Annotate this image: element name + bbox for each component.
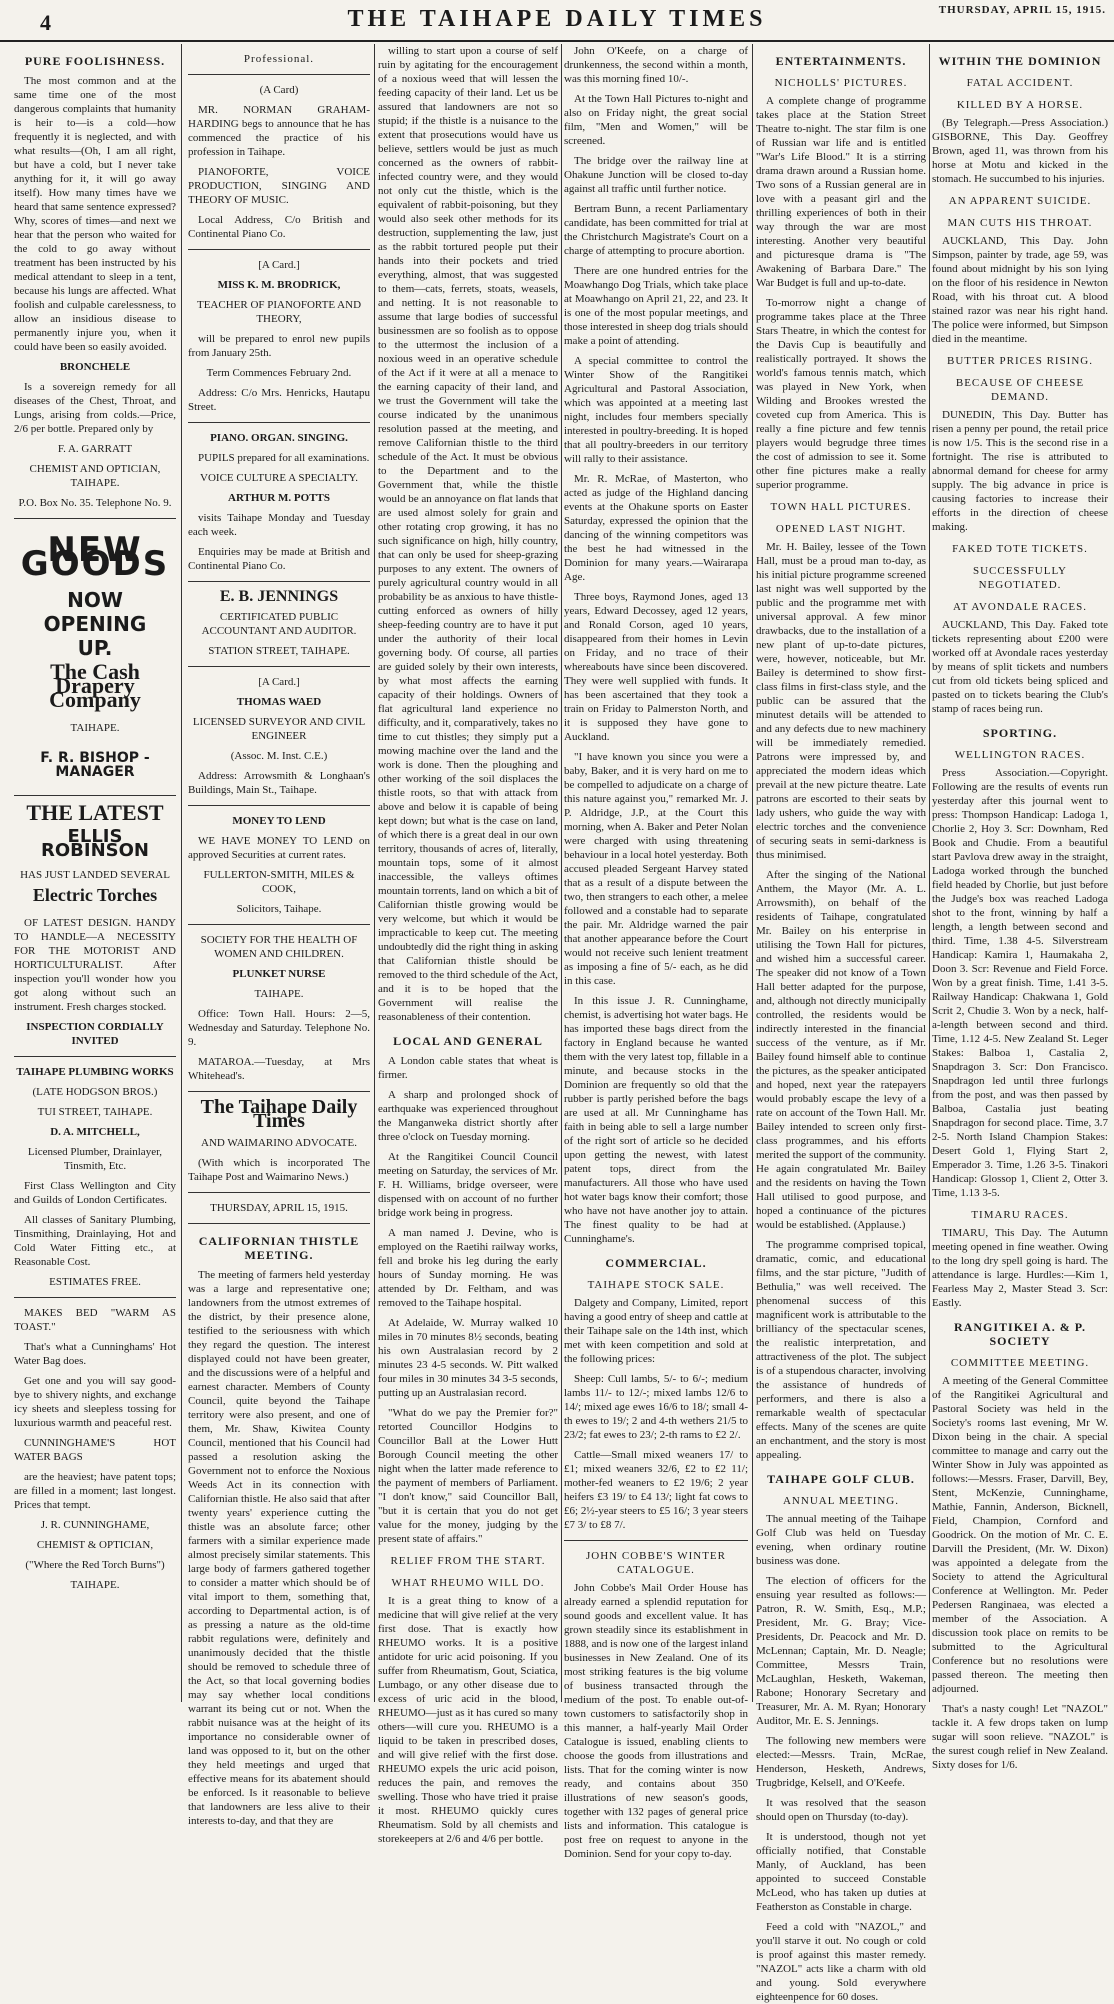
article-text: After the singing of the National Anthem, the Mayor (Mr. A. L. Arrowsmith), on behalf of the residents of Taihape, congratulated Mr. Bailey on his enterprise in utilising the Town Hall for pictures, and wished him a successful career. The speaker did not know of a Town Hall better adapted for the purpose, and, although not directly municipally controlled, the residents would be indirectly interested in the financial success of the venture, as if Mr. Bailey found himself able to continue the pictures, as the speaker anticipated and hoped, next year the ratepayers would probably escape the levy of a rate on account of the Town Hall. Mr. Bailey intended to screen only first-class programmes, and his efforts merited the support of the community. He again congratulated Mr. Bailey and the residents on having the Town Hall utilised to good purpose, and hoped a continuance of the pictures would be established. (Applause.) (756, 869, 926, 1231)
section-heading: Professional. (243, 53, 315, 65)
card-text: Office: Town Hall. Hours: 2—5, Wednesday and Saturday. Telephone No. 9. (188, 1008, 370, 1048)
headline: JOHN COBBE'S WINTER CATALOGUE. (586, 1550, 726, 1576)
news-item: John O'Keefe, on a charge of drunkenness, the second within a month, was this morning fined 10/-. (564, 45, 748, 85)
card-label: [A Card.] (258, 259, 300, 271)
news-item: A sharp and prolonged shock of earthquake was experienced throughout the Manganweka district shortly after three o'clock on Tuesday morning. (378, 1089, 558, 1143)
card-heading: PIANO. ORGAN. SINGING. (210, 432, 348, 444)
ad-text: INSPECTION CORDIALLY INVITED (26, 1021, 164, 1047)
divider (14, 795, 176, 796)
card-text: PUPILS prepared for all examinations. (198, 452, 370, 464)
article-text: AUCKLAND, This Day. John Simpson, painter by trade, age 59, was found about midnight by his son lying on the floor of his residence in Newton Road, with his throat cut. A blood stained razor was near his right hand. The police were informed, but Simpson died in the meantime. (932, 235, 1108, 345)
divider (14, 1056, 176, 1057)
article-text: A complete change of programme takes place at the Station Street Theatre to-night. The star film is one of Russian war life and is entitled "War's Life Blood." It is a stirring drama drawn around a Russian home. Two sons of a Russian general are in love with a peasant girl and the thrilling experiences of both in their way through the war are most interesting. Another very beautiful and picturesque drama is "The Awakening of Barbara Dare." The War Budget is full and up-to-date. (756, 95, 926, 289)
news-item: At the Rangitikei Council Council meeting on Saturday, the services of Mr. F. H. Williams, bridge overseer, were dispensed with on account of no further bridge work being in progress. (378, 1151, 558, 1219)
divider (188, 666, 370, 667)
column-1 (14, 44, 176, 1702)
news-item: At the Town Hall Pictures to-night and also on Friday night, the great social film, "Men and Women," will be screened. (564, 93, 748, 147)
subheadline: OPENED LAST NIGHT. (775, 523, 907, 535)
article-text: Press Association.—Copyright. Following are the results of events run yesterday after this journal went to press: Thompson Handicap: Ladoga 1, Chorlie 2, Hoy 3. Scr: Downham, Red Book and Chudie. From a beautiful start Pavlova drew away in the straight, Ladoga worked through the bunched field headed by Chorlie, but just before the Judge's box was reached Ladoga shot to the front, winning by half a length, a length between second and third. Time, 1.38 4-5. Silverstream Handicap: Kamira 1, Haumakaha 2, Doon 3. Scr: Revenue and Field Force. Won by a great finish. Time, 1.41 3-5. Railway Handicap: Chakwana 1, Gold Scrit 2, Chudie 3. Won by a neck, half-a-length between second and third. Time, 1.12 4-5. New Zealand St. Leger Stakes: Balboa 1, Castalia 2, Snapdragon 3. Scr: Don Francisco. Snapdragon led until three furlongs from the post, and was then passed by Balboa, Castalia just beating Snapdragon for second place. Time, 3.7 2-5. North Island Champion Stakes: Desert Gold 1, Flying Start 2, Emperador 3. Time, 1.26 3-5. Tinakori Handicap: Glossop 1, Client 2, Otter 3. Time, 1.13 3-5. (932, 767, 1108, 1199)
article-text: DUNEDIN, This Day. Butter has risen a penny per pound, the retail price is now 1/5. This is the second rise in a fortnight. The rise is attributed to abnormal demand for cheese for army supply. The big advance in price is causing factories to increase their efforts in the direction of cheese making. (932, 409, 1108, 533)
news-item: A special committee to control the Winter Show of the Rangitikei Agricultural and Pastoral Association, which was appointed at a meeting last night, includes four members specially interested in poultry-breeding. It is hoped that all poultry-breeders in our territory will rally to their assistance. (564, 355, 748, 465)
divider (188, 805, 370, 806)
divider (14, 518, 176, 519)
ad-text: HAS JUST LANDED SEVERAL (20, 869, 170, 881)
article-text: The programme comprised topical, dramatic, comic, and educational films, and the star picture, "Judith of Bethulia," was well received. The phenomenal success of this magnificent work is attributable to the brilliancy of the spectacular scenes, the realistic interpretation, and attractiveness of the plot. The subject is of a stupendous character, involving the assistance of hundreds of performers, and there is also a remarkable wealth of spectacular effects. Many of the scenes are quite an enchantment, and the story is most appealing. (756, 1239, 926, 1461)
article-text: Mr. H. Bailey, lessee of the Town Hall, must be a proud man to-day, as his initial picture programme screened last night was well supported by the public and the programme met with universal approval. A few minor drawbacks, due to the installation of a new plant of up-to-date pictures, were, however, noticeable, but Mr. Bailey is determined to show first-class films in first-class style, and the public can be assured that the minutest details will be attended to and any defects due to new machinery will be immediately remedied. Patrons were impressed by, and appreciated the modern ideas which prevail at the new picture theatre. Late patrons are escorted to their seats by lady ushers, who guide the way with electric torches and the convenience of securing seats in semi-darkness is thus minimised. (756, 541, 926, 861)
divider (188, 1192, 370, 1193)
article-text: The following new members were elected:—Messrs. Train, McRae, Henderson, Hesketh, Andrews, Trugbridge, Kelsell, and O'Keefe. (756, 1735, 926, 1789)
card-text: MR. NORMAN GRAHAM-HARDING begs to announce that he has commenced the practice of his profession in Taihape. (188, 104, 370, 158)
headline: RELIEF FROM THE START. (390, 1555, 546, 1567)
ad-headline: NEW GOODS (20, 530, 170, 584)
advertiser-name: D. A. MITCHELL, (50, 1126, 140, 1138)
article-text: TIMARU, This Day. The Autumn meeting opened in fine weather. Owing to the long dry spell going is hard. The attendance is large. Hurdles:—Kim 1, Fearless May 2, Master Stead 3. Scr: Eastly. (932, 1227, 1108, 1309)
subheadline: MAN CUTS HIS THROAT. (947, 217, 1093, 229)
paper-date: THURSDAY, APRIL 15, 1915. (210, 1202, 348, 1214)
ad-town: TAIHAPE. (70, 722, 120, 734)
ad-headline: OPENING (43, 612, 147, 636)
card-heading: SOCIETY FOR THE HEALTH OF WOMEN AND CHILDREN. (200, 934, 358, 960)
headline: COMMERCIAL. (605, 1256, 707, 1270)
headline: FATAL ACCIDENT. (966, 77, 1074, 89)
article-text: It was resolved that the season should open on Thursday (to-day). (756, 1797, 926, 1823)
ad-headline: ELLIS ROBINSON (41, 826, 149, 861)
section-heading: ENTERTAINMENTS. (775, 54, 907, 68)
advertiser-name: F. A. GARRATT (57, 443, 133, 455)
article-text: The meeting of farmers held yesterday was a large and representative one; landowners from the utmost extremes of the district, by their presence alone, testified to the seriousness with which they regard the question. The interest displayed could not have been greater, and the discussions were of a helpful and earnest character. Members of County Council, quite beyond the Taihape territory were also present, and one of them, Mr. Shaw, Kiwitea County Council, mentioned that his Council had passed a resolution asking the Government not to enforce the Noxious Weeds Act in its connection with Californian thistle. He also said that after twenty years' experience cutting the thistle was an absolute farce; other farmers with a similar experience made almost precisely similar statements. This large body of farmers gathered together to consider a matter which should be of vital import to them, something that, according to Departmental action, is of as pressing a nature as the old-time rabbit regulations were, definitely and unanimously decided that the thistle should be removed to schedule three of the Act, so that local governing bodies may say whether local conditions warrant its being cut or not. When the rabbit nuisance was at the height of its importance no considerable owner of land was opposed to it, but on the other they held meetings and urged that effective means for its abatement should be enforced. Is it reasonable to believe that landowners are less alive to their interests to-day, and that they are (188, 1269, 370, 1827)
news-item: At Adelaide, W. Murray walked 10 miles in 70 minutes 8½ seconds, beating his own Australasian record by 2 minutes 23 4-5 seconds. W. Pitt walked four miles in 30 minutes 34 3-5 seconds, putting up an Australasian record. (378, 1317, 558, 1399)
ad-headline: Electric Torches (32, 885, 158, 905)
ad-text: That's what a Cunninghams' Hot Water Bag does. (14, 1341, 176, 1367)
column-3 (378, 44, 558, 1845)
article-text: The annual meeting of the Taihape Golf Club was held on Tuesday evening, when ordinary routine business was done. (756, 1513, 926, 1567)
news-item: Bertram Bunn, a recent Parliamentary candidate, has been committed for trial at the Christchurch Magistrate's Court on a charge of attempting to procure abortion. (564, 203, 748, 257)
divider (188, 1223, 370, 1224)
news-item: A man named J. Devine, who is employed on the Raetihi railway works, fell and broke his leg during the early hours of Sunday morning. He was attended by Dr. Feltham, and was removed to the Taihape hospital. (378, 1227, 558, 1309)
headline: LOCAL AND GENERAL (393, 1034, 543, 1048)
divider (188, 74, 370, 75)
advertiser-contact: P.O. Box No. 35. Telephone No. 9. (18, 497, 172, 509)
ad-text: All classes of Sanitary Plumbing, Tinsmithing, Drainlaying, Hot and Cold Water Fitting etc., at Reasonable Cost. (14, 1214, 176, 1268)
news-item: In this issue J. R. Cunninghame, chemist, is advertising hot water bags. He has imported these bags direct from the factory in England because he wanted them with the very latest top, fillable in a minute, and because stocks in the Dominion are frequently so old that the rubber is partly perished before the bags are used at all. Mr Cunninghame has faith in being able to sell a large number of the right sort of article so he decided upon getting the newest, with latest patent tops, direct from the manufacturers. All those who have used hot water bags know their comfort; those who have not have another joy to attain. The finest quality to be had at Cunninghame's. (564, 995, 748, 1245)
subheadline: SUCCESSFULLY NEGOTIATED. (972, 565, 1068, 591)
column-rule (561, 44, 562, 1702)
ad-headline: CUNNINGHAME'S HOT WATER BAGS (14, 1437, 176, 1463)
article-text: The most common and at the same time one of the most dangerous complaints that humanity is heir to—is a cold—how frequently it is neglected, and with what results—(Oh, I am all right, but have a cold, but I never take anything for it, it will go away itself). How many times have we heard that same sentence expressed? Why, scores of times—and next we hear that the person who waited for the cold to go away without treatment has been instructed by his medical attendant to sleep in a tent, because his lungs are affected. What foolish and culpable carelessness, to allow an insidious disease to permanently injure you, when it could have been so easily avoided. (14, 75, 176, 353)
column-rule (929, 44, 930, 1702)
news-item: Three boys, Raymond Jones, aged 13 years, Edward Decossey, aged 12 years, and Ronald Corson, aged 10 years, disappeared from their homes in Levin on Friday, and no trace of their whereabouts have since been discovered. They were well supplied with funds. It has been ascertained that they took a train on Friday to Palmerston North, and it is supposed they have gone to Auckland. (564, 591, 748, 743)
headline: BUTTER PRICES RISING. (947, 355, 1093, 367)
article-text: Cattle—Small mixed weaners 17/ to £1; mixed weaners 32/6, £2 to £2 11/; mother-fed weaners to £2 19/6; 2 year heifers £3 19/ to £4 13/; light fat cows to £6; 2½-year steers to £5 16/; 3 year steers £7 3/ to £8 7/. (564, 1449, 748, 1531)
paper-title: The Taihape Daily Times (200, 1096, 358, 1132)
article-text: It is a great thing to know of a medicine that will give relief at the very first dose. That is exactly how RHEUMO works. It is a positive antidote for uric acid poisoning. If you suffer from Rheumatism, Gout, Sciatica, Lumbago, or any other disease due to excess of uric acid in the blood, RHEUMO—just as it has cured so many others—will cure you. RHEUMO is a liquid to be taken in prescribed doses, and will give relief with the first dose. RHEUMO expels the uric acid poison, reduces the pain, and removes the swelling. Those who have tried it praise it most. RHEUMO quickly cures Rheumatism. Sold by all chemists and storekeepers at 2/6 and 4/6 per bottle. (378, 1595, 558, 1845)
ad-town: TAIHAPE. (70, 1579, 120, 1591)
subheadline: TAIHAPE STOCK SALE. (587, 1279, 725, 1291)
ad-text: Get one and you will say good-bye to shivery nights, and exchange icy sheets and sleepless tossing for luxurious warmth and peaceful rest. (14, 1375, 176, 1429)
ad-headline: MAKES BED "WARM AS TOAST." (14, 1307, 176, 1333)
card-text: VOICE CULTURE A SPECIALTY. (200, 472, 358, 484)
headline: PURE FOOLISHNESS. (24, 54, 166, 68)
article-text: (By Telegraph.—Press Association.) GISBORNE, This Day. Geoffrey Brown, aged 11, was thrown from his horse at Motu and kicked in the stomach. He succumbed to his injuries. (932, 117, 1108, 185)
card-text: (Assoc. M. Inst. C.E.) (230, 750, 328, 762)
headline: FAKED TOTE TICKETS. (952, 543, 1088, 555)
article-text: willing to start upon a course of self ruin by agitating for the encouragement of a noxious weed that will lessen the feeding capacity of their land. Let us be assured that landowners are not so stupid; if the thistle is a nuisance to the extent that prosecutions would have us believe, settlers would be just as much concerned as the owners of rabbit-infected country were, and they would not only cut the thistle, which is the equivalent of rabbit-poisoning, but they would also seek other methods for its destruction, supplementing the law, just as the rabbit tortured people put their hands into their pockets and tried everything, almost, that was suggested to them—cats, ferrets, stoats, weasels, and netting. It is not reasonable to assume that large bodies of successful businessmen are so foolish as to oppose to the uttermost the inclusion of a noxious weed in an operative schedule of the Act if it were at all a menace to the earning capacity of their land, and we trust the Government will take the course indicated by the unanimous resolution passed at the meeting, and remove Californian thistle to the third schedule of the Act. It must be obvious to the Department and to the Government that, while the thistle would be an annoyance on flat lands that are used almost solely for grain and other rotating crop growing, it has no such significance on high, hilly country, that can only be used for sheep-grazing purposes to any extent. The owners of purely agricultural country would in all probability be as anxious to have thistle-cutting enforced as owners of hilly sheep-feeding country are to have it put under the authority of their local governing body. Of course, all parties are guided solely by their own interests, by what most affects the earning capacity of their holdings. Owners of flat agricultural land experience no difficulty, and it, comparatively, takes no time to cut thistles; they simply put a mowing machine over the land and the work is done. Then the ploughing and other working of the soil displaces the thistle roots, so that with attack from above and below it is capable of being kept down; but what is the case on land, of which there is a great deal in our own territory, thousands of acres of, literally, mountain tops, some of it almost inaccessible, the valleys oftimes mountain torrents, land on which a bit of Californian thistle growing would be very welcome, but which it would be impracticable to keep cut. The meeting undoubtedly did the right thing in asking that Californian thistle should be removed to the third schedule of the Act, and it is to be hoped that the Government will realise the reasonableness of their contention. (378, 45, 558, 1023)
article-text: Sheep: Cull lambs, 5/- to 6/-; medium lambs 11/- to 12/-; mixed lambs 12/6 to 14/; mixed age ewes 16/6 to 18/; small 4-th ewes to 19/; 2 and 4-th wethers 21/5 to 23/2; fat ewes to 23/; 2-th rams to £2 2/. (564, 1373, 748, 1441)
ad-text: ESTIMATES FREE. (49, 1276, 141, 1288)
news-item: There are one hundred entries for the Moawhango Dog Trials, which take place at Moawhango on April 21, 22, and 23. It is one of the most popular meetings, and those interested in sheep dog trials should make a point of attending. (564, 265, 748, 347)
card-text: TAIHAPE. (254, 988, 304, 1000)
subheadline: COMMITTEE MEETING. (950, 1357, 1090, 1369)
ad-text: OF LATEST DESIGN. HANDY TO HANDLE—A NECESSITY FOR THE MOTORIST AND HORTICULTURALIST. After inspection you'll wonder how you got along without such an instrument. Fresh charges stocked. (14, 917, 176, 1013)
subheadline: ANNUAL MEETING. (782, 1495, 900, 1507)
headline: CALIFORNIAN THISTLE MEETING. (198, 1234, 360, 1262)
card-text: visits Taihape Monday and Tuesday each week. (188, 512, 370, 538)
column-rule (374, 44, 375, 1702)
article-text: To-morrow night a change of programme takes place at the Three Stars Theatre, in which the contest for the Davis Cup is beautifully and realistically portrayed. It shows the world's famous tennis match, which was played in New York, when Wilding and Brookes wrested the coveted cup from America. This is really a fine picture and few tennis players would begrudge three times the cost of admission to see it. Some other fine pictures make a really superior programme. (756, 297, 926, 491)
news-item: "I have known you since you were a baby, Baker, and it is very hard on me to be compelled to adjudicate on a charge of this nature against you," remarked Mr. J. P. Aldridge, J.P., at the Court this morning, when A. Baker and Peter Nolan were charged with using threatening behaviour in a local hotel yesterday. Both accused pleaded Sergeant Harvey stated that as a result of a dispute between the two, then strangers to each other, a melee followed and a constable had to separate the pair. Mr. Aldridge warned the pair that another appearance before the Court would not receive such lenient treatment as imposing a fine of 5/- each, as he did in this case. (564, 751, 748, 987)
ad-company: The Cash Drapery Company (49, 659, 141, 712)
subheadline: WHAT RHEUMO WILL DO. (391, 1577, 545, 1589)
divider (188, 1091, 370, 1092)
news-item: The bridge over the railway line at Ohakune Junction will be closed to-day against all traffic until further notice. (564, 155, 748, 195)
card-label: (A Card) (259, 84, 299, 96)
article-text: Dalgety and Company, Limited, report having a good entry of sheep and cattle at their Taihape sale on the 14th inst, which met with keen competition and sold at the following prices: (564, 1297, 748, 1365)
issue-date: THURSDAY, APRIL 15, 1915. (938, 4, 1106, 16)
divider (564, 1540, 748, 1541)
divider (188, 249, 370, 250)
column-5 (756, 44, 926, 2003)
card-heading: MONEY TO LEND (232, 815, 326, 827)
subheadline: AT AVONDALE RACES. (952, 601, 1088, 613)
card-text: Local Address, C/o British and Continental Piano Co. (188, 214, 370, 240)
headline: NICHOLLS' PICTURES. (774, 77, 908, 89)
ad-text: ("Where the Red Torch Burns") (25, 1559, 165, 1571)
headline: TIMARU RACES. (971, 1209, 1069, 1221)
ad-text: Licensed Plumber, Drainlayer, Tinsmith, Etc. (27, 1146, 163, 1172)
column-4 (564, 44, 749, 1860)
column-rule (752, 44, 753, 1702)
news-item: That's a nasty cough! Let "NAZOL" tackle it. A few drops taken on lump sugar will soon relieve. "NAZOL" is the surest cough relief in New Zealand. Sixty doses for 1/6. (932, 1703, 1108, 1771)
card-text: will be prepared to enrol new pupils from January 25th. (188, 333, 370, 359)
headline: AN APPARENT SUICIDE. (948, 195, 1092, 207)
card-text: Term Commences February 2nd. (206, 367, 352, 379)
article-text: It is understood, though not yet officially notified, that Constable Manly, of Auckland, has been appointed to succeed Constable McLeod, who has taken up duties at Featherston as Constable in charge. (756, 1831, 926, 1913)
article-text: A meeting of the General Committee of the Rangitikei Agricultural and Pastoral Society was held in the Society's rooms last evening, Mr W. Dixon being in the chair. A special committee to manage and carry out the Winter Show in July was appointed as follows:—Messrs. Fraser, Darvill, Bey, Stent, McKenzie, Cunninghame, Mathie, Fannin, Anderson, Bicknell, Field, Champion, Cornford and Goodrick. On the motion of Mr. C. E. Darvill the President, (Mr. W. Dixon) was appointed a delegate from the Society to attend the Agricultural Conference at Wellington. Mr. Peder Pedersen Ranginaea, was elected a member of the Association. A discussion took place on remits to be submitted to the Agricultural Conference but no resolutions were passed thereon. The meeting then adjourned. (932, 1375, 1108, 1695)
card-text: PIANOFORTE, VOICE PRODUCTION, SINGING AND THEORY OF MUSIC. (188, 166, 370, 206)
ad-headline: UP. (77, 636, 113, 660)
advertiser-name: J. R. CUNNINGHAME, (40, 1519, 150, 1531)
ad-headline: TAIHAPE PLUMBING WORKS (16, 1066, 174, 1078)
ad-text: First Class Wellington and City and Guilds of London Certificates. (14, 1180, 176, 1206)
article-text: AUCKLAND, This Day. Faked tote tickets representing about £200 were worked off at Avondale races yesterday by means of split tickets and numbers cut from old tickets being spliced and pasted on to tickets bearing the Club's stamp of races being run. (932, 619, 1108, 715)
advertiser-role: CHEMIST & OPTICIAN, (36, 1539, 154, 1551)
card-text: Enquiries may be made at British and Continental Piano Co. (188, 546, 370, 572)
divider (188, 924, 370, 925)
paper-note: (With which is incorporated The Taihape Post and Waimarino News.) (188, 1157, 370, 1183)
article-text: The election of officers for the ensuing year resulted as follows:—Patron, R. W. Smith, Esq., M.P.; President, Mr. G. Bray; Vice-Presidents, Dr. Peacock and Mr. D. McLennan; Captain, Mr. D. Neagle; Committee, Messrs Train, McLaughlan, Hesketh, Wakeman, Rabone; Honorary Secretary and Treasurer, Mr. A. M. Ryan; Honorary Auditor, Mr. E. S. Jennings. (756, 1575, 926, 1727)
headline: TAIHAPE GOLF CLUB. (767, 1472, 915, 1486)
masthead (0, 0, 1114, 42)
card-name: PLUNKET NURSE (232, 968, 326, 980)
column-6 (932, 44, 1108, 1771)
card-text: TEACHER OF PIANOFORTE AND THEORY, (196, 299, 362, 325)
newspaper-title: THE TAIHAPE DAILY TIMES (347, 6, 767, 32)
column-rule (181, 44, 182, 1702)
divider (188, 581, 370, 582)
card-name: E. B. JENNINGS (219, 588, 339, 605)
news-item: A London cable states that wheat is firmer. (378, 1055, 558, 1081)
divider (188, 422, 370, 423)
headline: RANGITIKEI A. & P. SOCIETY (954, 1320, 1086, 1348)
card-text: MATAROA.—Tuesday, at Mrs Whitehead's. (188, 1056, 370, 1082)
card-name: THOMAS WAED (236, 696, 322, 708)
card-name: MISS K. M. BRODRICK, (217, 279, 341, 291)
headline: WELLINGTON RACES. (954, 749, 1086, 761)
card-text: WE HAVE MONEY TO LEND on approved Securities at current rates. (188, 835, 370, 861)
card-name: FULLERTON-SMITH, MILES & COOK, (203, 869, 355, 895)
ad-headline: NOW (67, 588, 123, 612)
subheadline: BECAUSE OF CHEESE DEMAND. (955, 377, 1085, 403)
page-number: 4 (40, 10, 51, 35)
ad-manager: F. R. BISHOP - MANAGER (40, 750, 150, 780)
subheadline: KILLED BY A HORSE. (956, 99, 1084, 111)
section-heading: WITHIN THE DOMINION (938, 54, 1102, 68)
news-item: Feed a cold with "NAZOL," and you'll starve it out. No cough or cold is proof against this master remedy. "NAZOL" acts like a charm with old and young. Sold everywhere eighteenpence for 60 doses. (756, 1921, 926, 2003)
ad-text: TUI STREET, TAIHAPE. (37, 1106, 153, 1118)
section-heading: SPORTING. (982, 726, 1058, 740)
headline: TOWN HALL PICTURES. (770, 501, 912, 513)
card-text: Address: C/o Mrs. Henricks, Hautapu Street. (188, 387, 370, 413)
product-name: BRONCHELE (59, 361, 131, 373)
card-text: Solicitors, Taihape. (236, 903, 322, 915)
article-text: Is a sovereign remedy for all diseases of the Chest, Throat, and Lungs, arising from colds.—Price, 2/6 per bottle. Prepared only by (14, 381, 176, 435)
ad-text: (LATE HODGSON BROS.) (32, 1086, 158, 1098)
advertiser-role: CHEMIST AND OPTICIAN, TAIHAPE. (29, 463, 161, 489)
card-text: STATION STREET, TAIHAPE. (208, 645, 350, 657)
news-item: "What do we pay the Premier for?" retorted Councillor Hodgins to Councillor Ball at the Lower Hutt Borough Council meeting the other night when the latter made reference to the payment of members of Parliament. "I don't know," said Councillor Ball, "but it is certain that you do not get value for the money, judging by the present state of affairs." (378, 1407, 558, 1545)
divider (14, 1297, 176, 1298)
card-text: LICENSED SURVEYOR AND CIVIL ENGINEER (192, 716, 366, 742)
card-label: [A Card.] (258, 676, 300, 688)
paper-subtitle: AND WAIMARINO ADVOCATE. (201, 1137, 357, 1149)
column-2 (188, 44, 370, 1827)
article-text: John Cobbe's Mail Order House has already earned a splendid reputation for sound goods and excellent value. It has grown steadily since its establishment in 1888, and is now one of the largest inland businesses in New Zealand. One of its most striking features is the big volume of business transacted through the medium of the post. To enable out-of-town customers to satisfactorily shop in this manner, a half-yearly Mail Order Catalogue is issued, enabling clients to choose the goods from illustrations and lists. That for the coming winter is now ready, and contains about 350 illustrations of new season's goods, together with 132 pages of general price lists and information. This catalogue is post free on request to anyone in the Dominion. Send for your copy to-day. (564, 1582, 749, 1860)
ad-headline: THE LATEST (26, 800, 164, 825)
card-text: Address: Arrowsmith & Longhaan's Buildings, Main St., Taihape. (188, 770, 370, 796)
news-item: Mr. R. McRae, of Masterton, who acted as judge of the Highland dancing events at the Ohakune sports on Easter Saturday, expressed the opinion that the dancing of the winning competitors was the best he had witnessed in the Dominion for many years.—Wairarapa Age. (564, 473, 748, 583)
card-name: ARTHUR M. POTTS (228, 492, 330, 504)
ad-text: are the heaviest; have patent tops; are filled in a moment; last longest. Prices that tempt. (14, 1471, 176, 1511)
card-text: CERTIFICATED PUBLIC ACCOUNTANT AND AUDITOR. (201, 611, 357, 637)
